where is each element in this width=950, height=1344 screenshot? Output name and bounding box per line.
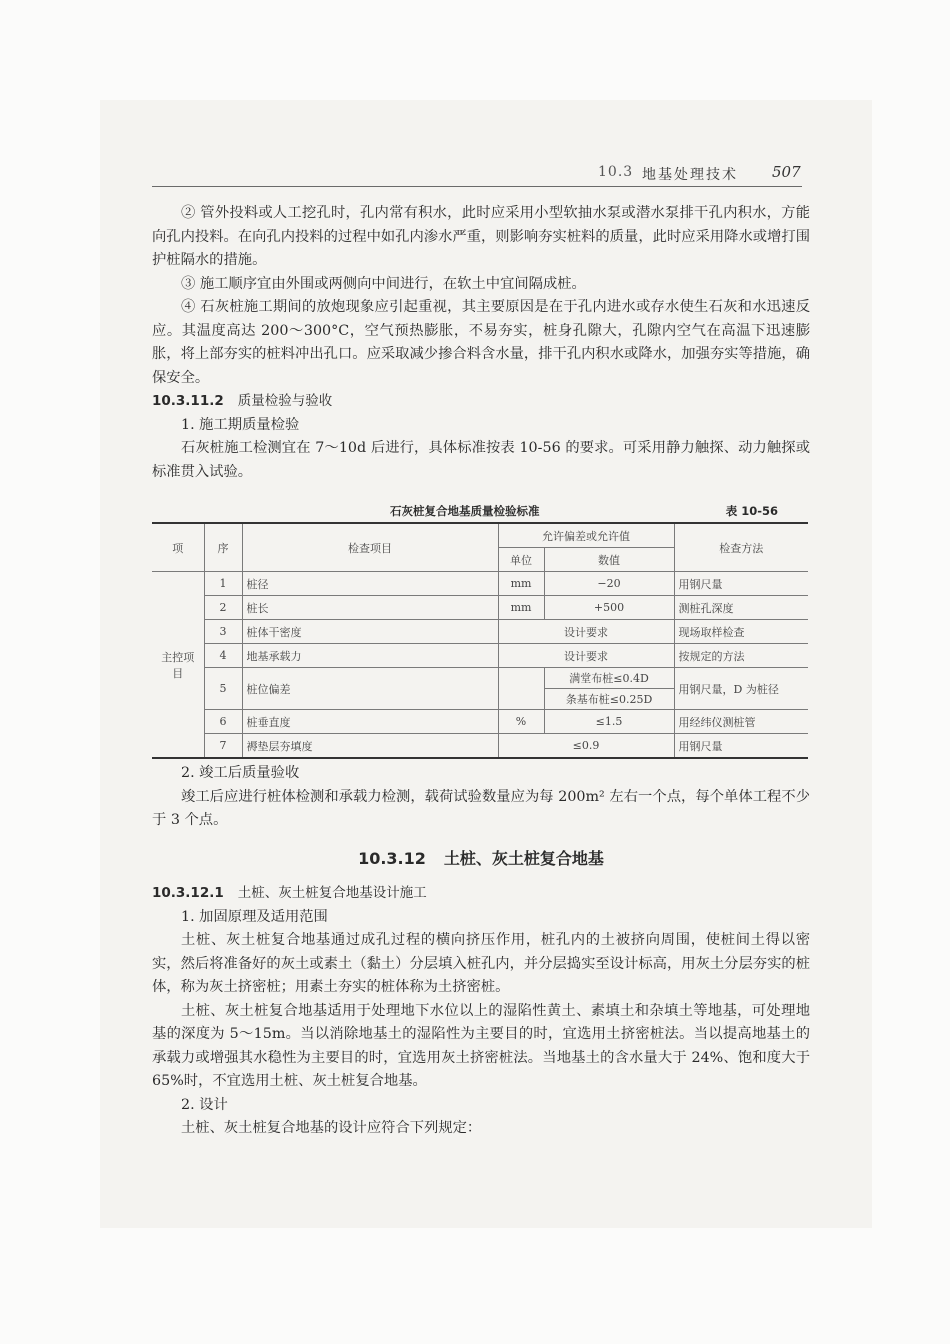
seq-cell: 7 [204,734,242,759]
seq-cell: 1 [204,572,242,596]
list-heading: 1. 施工期质量检验 [181,416,300,433]
header-cell: 检查方法 [674,523,808,572]
paragraph: 竣工后应进行桩体检测和承载力检测，载荷试验数量应为每 200m² 左右一个点，每个单体工程不少于 3 个点。 [152,788,810,828]
section-title: 土桩、灰土桩复合地基 [443,849,604,868]
paragraph: ④ 石灰桩施工期间的放炮现象应引起重视，其主要原因是在于孔内进水或存水使生石灰和水迅速反应。其温度高达 200～300°C，空气预热膨胀，不易夯实，桩身孔隙大，孔隙内空气在高温下迅速膨胀，将上部夯实的桩料冲出孔口。应采取减少掺合料含水量，排干孔内积水或降水，加强夯实等措施，确保安全。 [152,299,810,386]
section-number: 10.3.11.2 [152,393,224,409]
table-number: 表 10-56 [725,504,778,518]
table-row [152,620,808,644]
value-cell: 设计要求 [498,644,674,668]
item-cell: 桩体干密度 [242,620,498,644]
value-cell: −20 [544,572,674,596]
method-cell: 用钢尺量，D 为桩径 [674,668,808,710]
running-header [152,160,802,187]
section-number: 10.3.12 [358,849,426,868]
method-cell: 按规定的方法 [674,644,808,668]
value-cell: 设计要求 [498,620,674,644]
table-row [152,644,808,668]
seq-cell: 6 [204,710,242,734]
item-cell: 桩位偏差 [242,668,498,710]
method-cell: 测桩孔深度 [674,596,808,620]
header-title: 地基处理技术 [642,167,738,183]
table-row [152,734,808,759]
header-cell: 序 [204,523,242,572]
item-cell: 褥垫层夯填度 [242,734,498,759]
header-cell: 单位 [498,548,544,572]
unit-cell: mm [498,596,544,620]
table-row [152,668,808,689]
list-heading: 2. 设计 [181,1096,228,1113]
value-cell: 条基布桩≤0.25D [544,689,674,710]
item-cell: 地基承载力 [242,644,498,668]
section-title: 质量检验与验收 [237,393,333,409]
method-cell: 用经纬仪测桩管 [674,710,808,734]
paragraph: 石灰桩施工检测宜在 7～10d 后进行，具体标准按表 10-56 的要求。可采用静力触探、动力触探或标准贯入试验。 [152,440,810,480]
table-row [152,572,808,596]
group-cell: 主控项目 [152,572,204,759]
text-block-bottom [152,882,810,1141]
table-title: 石灰桩复合地基质量检验标准 [390,504,540,518]
method-cell: 用钢尺量 [674,572,808,596]
seq-cell: 2 [204,596,242,620]
unit-cell: mm [498,572,544,596]
quality-table [152,522,808,759]
chapter-heading [152,846,810,869]
value-cell: ≤0.9 [498,734,674,759]
method-cell: 现场取样检查 [674,620,808,644]
header-section: 10.3 [598,164,634,180]
header-cell: 允许偏差或允许值 [498,523,674,548]
method-cell: 用钢尺量 [674,734,808,759]
item-cell: 桩长 [242,596,498,620]
paragraph: ② 管外投料或人工挖孔时，孔内常有积水，此时应采用小型软抽水泵或潜水泵排干孔内积水，方能向孔内投料。在向孔内投料的过程中如孔内渗水严重，则影响夯实桩料的质量，此时应采用降水或增打围护桩隔水的措施。 [152,205,810,268]
paragraph: ③ 施工顺序宜由外围或两侧向中间进行，在软土中宜间隔成桩。 [181,275,586,292]
text-block-top [152,202,810,484]
section-number: 10.3.12.1 [152,885,224,901]
unit-cell: % [498,710,544,734]
item-cell: 桩径 [242,572,498,596]
section-heading [152,390,810,414]
paragraph: 土桩、灰土桩复合地基的设计应符合下列规定： [181,1120,482,1136]
value-cell: ≤1.5 [544,710,674,734]
seq-cell: 5 [204,668,242,710]
table-caption [152,503,808,523]
paragraph: 土桩、灰土桩复合地基通过成孔过程的横向挤压作用，桩孔内的土被挤向周围，使桩间土得以密实，然后将准备好的灰土或素土（黏土）分层填入桩孔内，并分层捣实至设计标高，用灰土分层夯实的桩体，称为灰土挤密桩；用素土夯实的桩体称为土挤密桩。 [152,932,810,995]
list-heading: 1. 加固原理及适用范围 [181,908,328,925]
paragraph: 土桩、灰土桩复合地基适用于处理地下水位以上的湿陷性黄土、素填土和杂填土等地基，可处理地基的深度为 5～15m。当以消除地基土的湿陷性为主要目的时，宜选用土挤密桩法。当以提高地基土的承载力或增强其水稳性为主要目的时，宜选用灰土挤密桩法。当地基土的含水量大于 24%、饱和度大于 65%时，不宜选用土桩、灰土桩复合地基。 [152,1002,810,1089]
seq-cell: 4 [204,644,242,668]
header-cell: 检查项目 [242,523,498,572]
header-cell: 项 [152,523,204,572]
text-block-mid [152,762,810,833]
page-number: 507 [772,163,801,181]
table-row [152,596,808,620]
item-cell: 桩垂直度 [242,710,498,734]
table-row [152,710,808,734]
section-title: 土桩、灰土桩复合地基设计施工 [237,885,427,901]
value-cell: 满堂布桩≤0.4D [544,668,674,689]
header-cell: 数值 [544,548,674,572]
list-heading: 2. 竣工后质量验收 [181,765,300,781]
value-cell: +500 [544,596,674,620]
section-heading [152,882,810,906]
seq-cell: 3 [204,620,242,644]
